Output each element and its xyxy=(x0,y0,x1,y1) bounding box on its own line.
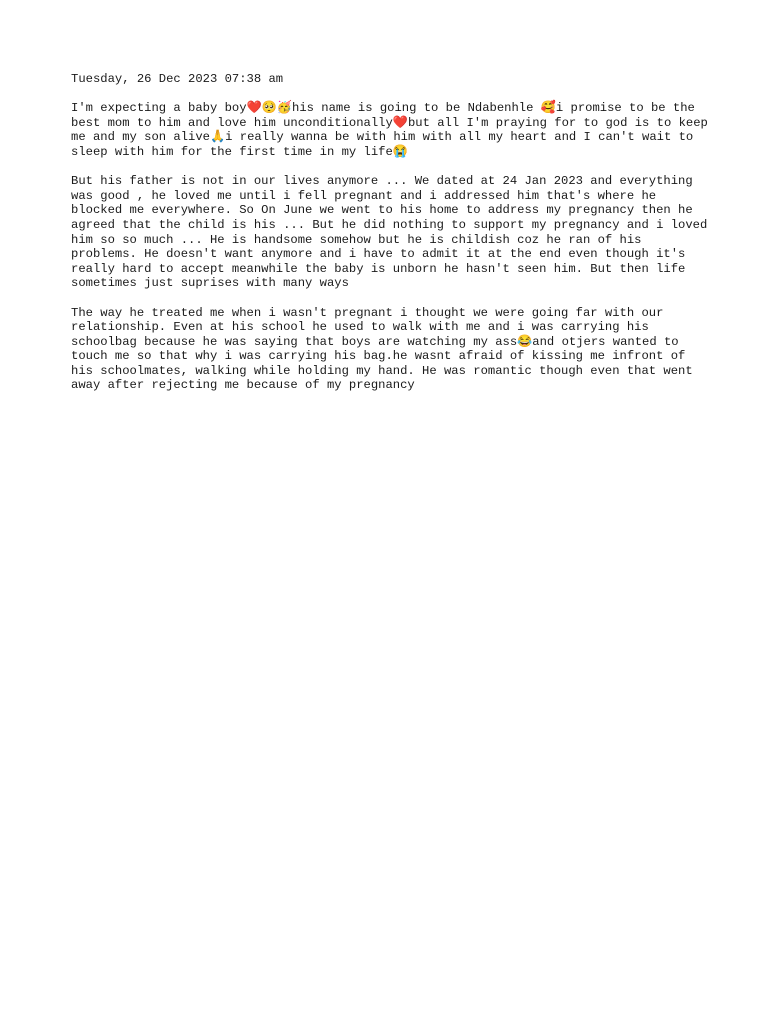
entry-paragraph-2: But his father is not in our lives anymore ... We dated at 24 Jan 2023 and everything was good , he loved me until i fell pregnant and i addressed him that's where he blocked me everywhere. So On June we went to his home to address my pregnancy then he agreed that the child is his ... But he did nothing to support my pregnancy and i loved him so so much ... He is handsome somehow but he is childish coz he ran of his problems. He doesn't want anymore and i have to admit it at the end even though it's really hard to accept meanwhile the baby is unborn he hasn't seen him. But then life sometimes just suprises with many ways xyxy=(71,174,715,291)
entry-paragraph-3: The way he treated me when i wasn't pregnant i thought we were going far with our relationship. Even at his school he used to walk with me and i was carrying his schoolbag because he was saying that boys are watching my ass😂and otjers wanted to touch me so that why i was carrying his bag.he wasnt afraid of kissing me infront of his schoolmates, walking while holding my hand. He was romantic though even that went away after rejecting me because of my pregnancy xyxy=(71,305,700,393)
entry-date: Tuesday, 26 Dec 2023 07:38 am xyxy=(71,72,284,86)
entry-paragraph-1: I'm expecting a baby boy❤️🥺🥳his name is going to be Ndabenhle 🥰i promise to be the best mom to him and love him unconditionally❤️but all I'm praying for to god is to keep me and my son alive🙏i really wanna be with him with all my heart and I can't wait to sleep with him for the first time in my life😭 xyxy=(71,101,716,159)
journal-entry xyxy=(71,72,716,408)
